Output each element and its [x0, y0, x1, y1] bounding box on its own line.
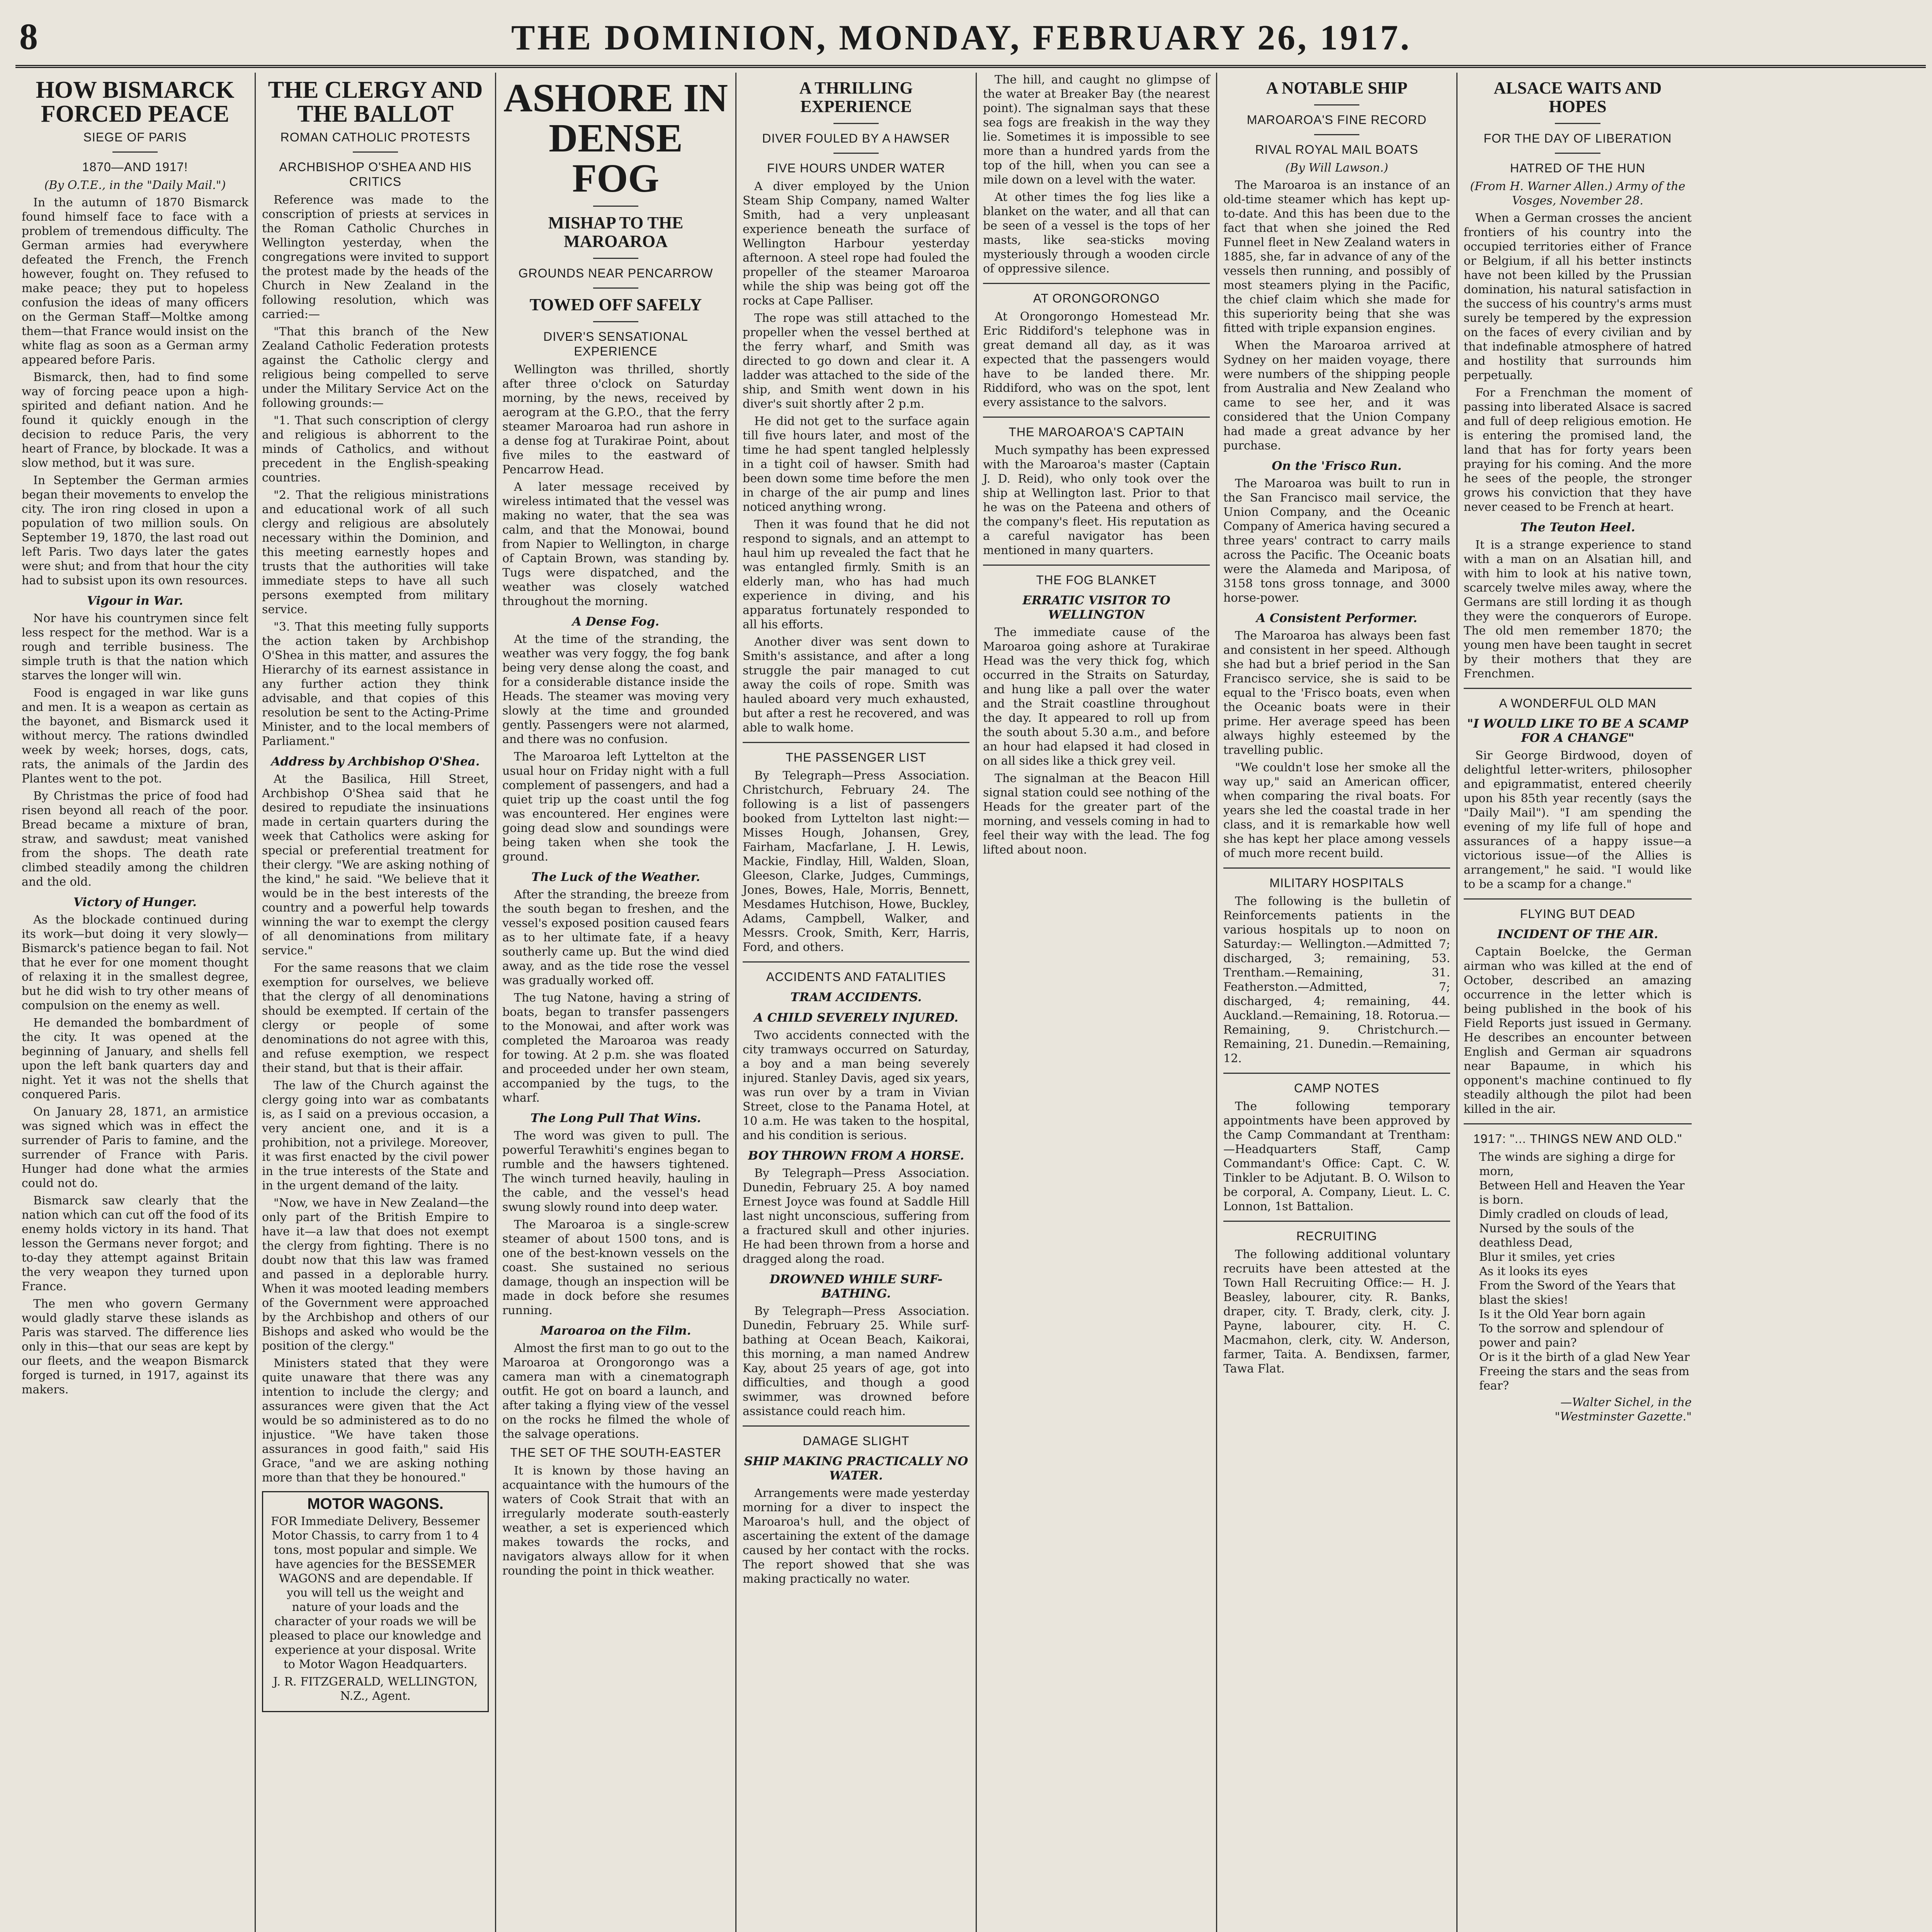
subhead: FIVE HOURS UNDER WATER	[767, 161, 946, 175]
paragraph: Much sympathy has been expressed with the Maroaroa's master (Captain J. D. Reid), who only took over the ship at Wellington last. Prior to that he was on the Pateena and others of the company's fleet. His reputation as a careful navigator has been mentioned in many quarters.	[983, 444, 1210, 557]
section-heading: Maroaroa on the Film.	[540, 1324, 691, 1338]
page-number: 8	[19, 16, 38, 57]
column-6	[1217, 73, 1458, 1932]
poem-line: The winds are sighing a dirge for morn,	[1479, 1150, 1675, 1178]
paragraph: The signalman at the Beacon Hill signal station could see nothing of the Heads for the greater part of the morning, and vessels coming in had to feel their way with the lead. The fog lifted about noon.	[983, 772, 1210, 857]
section-heading: BOY THROWN FROM A HORSE.	[748, 1149, 964, 1163]
paragraph: Bismarck saw clearly that the nation which can cut off the food of its enemy holds victory in its hand. That lesson the Germans never forgot; and to-day they attempt against Britain the very weapon they turned upon France.	[22, 1194, 248, 1293]
subhead: 1870—AND 1917!	[82, 160, 188, 174]
divider	[983, 283, 1210, 284]
headline: A NOTABLE SHIP	[1266, 78, 1408, 97]
divider	[1223, 1221, 1450, 1222]
poem-line: As it looks its eyes	[1479, 1265, 1588, 1278]
section-heading: THE SET OF THE SOUTH-EASTER	[510, 1446, 721, 1459]
divider	[593, 206, 638, 207]
advert-body: FOR Immediate Delivery, Bessemer Motor Chassis, to carry from 1 to 4 tons, most popular and simple. We have agencies for the BESSEMER WAGONS and are dependable. If you will tell us the weight and nature of your loads and the character of your roads we will be pleased to place our knowledge and experience at your disposal. Write to Motor Wagon Headquarters.	[269, 1515, 481, 1671]
divider	[112, 151, 158, 153]
advert-heading: MOTOR WAGONS.	[307, 1495, 444, 1512]
paragraph: Another diver was sent down to Smith's assistance, and after a long struggle the pair managed to cut away the coils of rope. Smith was hauled aboard very much exhausted, but after a rest he recovered, and was able to walk home.	[743, 635, 969, 735]
paragraph: For a Frenchman the moment of passing into liberated Alsace is sacred and full of deep religious emotion. He is entering the promised land, the land that has for forty years been praying for his coming. And the more he sees of the people, the stronger grows his conviction that they have never ceased to be French at heart.	[1464, 386, 1692, 514]
section-heading: TRAM ACCIDENTS.	[790, 990, 922, 1004]
divider	[983, 417, 1210, 418]
divider	[1464, 1123, 1692, 1124]
paragraph: He demanded the bombardment of the city. It was opened at the beginning of January, and shells fell upon the left bank quarters day and night. Yet it was not the shells that conquered Paris.	[22, 1016, 248, 1101]
paragraph: It is a strange experience to stand with a man on an Alsatian hill, and with him to look at his native town, scarcely twelve miles away, where the Germans are still lording it as though they were the conquerors of Europe. The old men remember 1870; the young men have been taught in secret by their mothers that they are Frenchmen.	[1464, 538, 1692, 680]
poem-line: From the Sword of the Years that blast the skies!	[1479, 1279, 1676, 1307]
paragraph: By Telegraph—Press Association. Dunedin, February 25. A boy named Ernest Joyce was found at Saddle Hill last night unconscious, suffering from a fractured skull and other injuries. He had been thrown from a horse and dragged along the road.	[743, 1167, 969, 1266]
section-heading: DROWNED WHILE SURF-BATHING.	[769, 1272, 943, 1301]
section-heading: SHIP MAKING PRACTICALLY NO WATER.	[744, 1454, 968, 1483]
divider	[1555, 153, 1600, 154]
paragraph: By Telegraph—Press Association. Christchurch, February 24. The following is a list of passengers booked from Lyttelton last night:—Misses Hough, Johansen, Grey, Fairham, Macfarlane, J. H. Lewis, Mackie, Findlay, Hill, Walden, Sloan, Gleeson, Clarke, Judges, Cummings, Jones, Bowes, Hale, Morris, Bennett, Mesdames Hutchison, Howe, Buckley, Adams, Campbell, Walker, and Messrs. Crook, Smith, Kerr, Harris, Ford, and others.	[743, 769, 969, 954]
paragraph: "We couldn't lose her smoke all the way up," said an American officer, when comparing the rival boats. For years she led the coastal trade in her class, and it is remarkable how well she has kept her place among vessels of much more recent build.	[1223, 761, 1450, 860]
section-heading: AT ORONGORONGO	[1033, 291, 1160, 305]
section-heading: DAMAGE SLIGHT	[803, 1434, 910, 1448]
section-heading: The Teuton Heel.	[1520, 520, 1635, 534]
divider	[743, 961, 969, 963]
paragraph: The law of the Church against the clergy going into war as combatants is, as I said on a previous occasion, a very ancient one, and it is a prohibition, not a privilege. Moreover, it was first enacted by the civil power in the true interests of the State and in the urgent demand of the laity.	[262, 1079, 489, 1192]
paragraph: After the stranding, the breeze from the south began to freshen, and the vessel's exposed position caused fears as to her ultimate fate, if a heavy southerly came up. But the wind died away, and as the tide rose the vessel was gradually worked off.	[502, 888, 729, 987]
paragraph: In September the German armies began their movements to envelop the city. The iron ring closed in upon a population of two million souls. On September 19, 1870, the last road out left Paris. Two days later the gates were shut; and from that hour the city had to subsist upon its own resources.	[22, 474, 248, 587]
column-7	[1458, 73, 1698, 1932]
paragraph: The immediate cause of the Maroaroa going ashore at Turakirae Head was the very thick fog, which occurred in the Straits on Saturday, and hung like a pall over the water and the Strait coastline throughout the day. It appeared to roll up from the south about 5.30 a.m., and before an hour had elapsed it had closed in on all sides like a thick grey veil.	[983, 626, 1210, 768]
headline: FLYING BUT DEAD	[1520, 907, 1636, 921]
paragraph: The tug Natone, having a string of boats, began to transfer passengers to the Monowai, and after work was completed the Maroaroa was ready for towing. At 2 p.m. she was floated and proceeded under her own steam, accompanied by the tugs, to the wharf.	[502, 991, 729, 1105]
poem-line: Freeing the stars and the seas from fear?	[1479, 1365, 1690, 1393]
paragraph: A later message received by wireless intimated that the vessel was making no water, that the sea was calm, and that the Monowai, bound from Napier to Wellington, in charge of Captain Brown, was standing by. Tugs were dispatched, and the weather was closely watched throughout the morning.	[502, 480, 729, 608]
column-3	[496, 73, 736, 1932]
paragraph: The following additional voluntary recruits have been attested at the Town Hall Recruiting Office:— H. J. Beasley, labourer, city. R. Banks, draper, city. T. Brady, clerk, city. J. Payne, labourer, city. H. C. Macmahon, clerk, city. W. Anderson, farmer, Taita. A. Bendixsen, farmer, Tawa Flat.	[1223, 1248, 1450, 1376]
poem-line: Between Hell and Heaven the Year is born.	[1479, 1179, 1685, 1207]
paragraph: Arrangements were made yesterday morning for a diver to inspect the Maroaroa's hull, and the object of ascertaining the extent of the damage caused by her contact with the rocks. The report showed that she was making practically no water.	[743, 1486, 969, 1586]
paragraph: Sir George Birdwood, doyen of delightful letter-writers, philosopher and epigrammatist, entered cheerily upon his 85th year recently (says the "Daily Mail"). "I am spending the evening of my life full of hope and assurances of a happy issue—a victorious issue—of the Allies is arrangement," he said. "I would like to be a scamp for a change."	[1464, 749, 1692, 891]
paragraph: As the blockade continued during its work—but doing it very slowly—Bismarck's patience began to fail. Not that he ever for one moment thought of relaxing it in the smallest degree, but he did wish to try other means of compulsion on the enemy as well.	[22, 913, 248, 1012]
section-heading: The Luck of the Weather.	[531, 870, 700, 884]
paragraph: By Telegraph—Press Association. Dunedin, February 25. While surf-bathing at Ocean Beach, Kaikorai, this morning, a man named Andrew Kay, about 25 years of age, got into difficulties, and though a good swimmer, was drowned before assistance could reach him.	[743, 1304, 969, 1418]
divider	[1223, 867, 1450, 869]
column-1	[15, 73, 256, 1932]
paragraph: In the autumn of 1870 Bismarck found himself face to face with a problem of tremendous difficulty. The German armies had everywhere defeated the French, the French however, fought on. They refused to make peace; they put to hopeless confusion the ideas of many officers on the German Staff—Moltke among them—that France would insist on the white flag as soon as a German army appeared before Paris.	[22, 196, 248, 367]
paragraph: The Maroaroa has always been fast and consistent in her speed. Although she had but a brief period in the San Francisco service, she is said to be equal to the 'Frisco boats, even when the Oceanic boats were in their prime. Her average speed has been always highly esteemed by the travelling public.	[1223, 629, 1450, 757]
subhead: TOWED OFF SAFELY	[529, 295, 702, 314]
masthead	[15, 15, 1926, 68]
headline: ASHORE IN DENSE FOG	[503, 76, 728, 201]
subhead: DIVER'S SENSATIONAL EXPERIENCE	[543, 330, 688, 358]
divider	[1314, 104, 1359, 105]
paragraph: The Maroaroa was built to run in the San Francisco mail service, the Union Company, and the Oceanic Company of America having secured a three years' contract to carry mails across the Pacific. The Oceanic boats were the Alameda and Mariposa, of 3158 tons gross tonnage, and 3000 horse-power.	[1223, 477, 1450, 605]
motor-wagons-advert	[262, 1491, 489, 1712]
column-5	[977, 73, 1217, 1932]
divider	[743, 1425, 969, 1427]
paragraph: Then it was found that he did not respond to signals, and an attempt to haul him up revealed the fact that he was entangled firmly. Smith is an elderly man, who has had much experience in diving, and his apparatus fortunately responded to all his efforts.	[743, 518, 969, 631]
divider	[1223, 1073, 1450, 1074]
paragraph: At other times the fog lies like a blanket on the water, and all that can be seen of a vessel is the tops of her masts, like sea-sticks moving mysteriously through a wooden circle of oppressive silence.	[983, 190, 1210, 276]
poem-line: Dimly cradled on clouds of lead,	[1479, 1208, 1669, 1221]
divider	[1464, 898, 1692, 900]
section-heading: RECRUITING	[1296, 1229, 1378, 1243]
section-heading: THE FOG BLANKET	[1036, 573, 1157, 587]
paragraph: Reference was made to the conscription of priests at services in the Roman Catholic Churches in Wellington yesterday, when the congregations were invited to support the protest made by the heads of the Church in New Zealand in the following resolution, which was carried:—	[262, 193, 489, 321]
subhead: SIEGE OF PARIS	[83, 130, 187, 144]
divider	[983, 565, 1210, 566]
paragraph: By Christmas the price of food had risen beyond all reach of the poor. Bread became a mixture of bran, straw, and sawdust; meat vanished from the shops. The death rate climbed steadily among the children and the old.	[22, 789, 248, 889]
paragraph: Captain Boelcke, the German airman who was killed at the end of October, described an amazing occurrence in the letter which is being published in the book of his Field Reports just issued in Germany. He describes an encounter between English and German air squadrons near Bapaume, in which his opponent's machine continued to fly steadily although the pilot had been killed in the air.	[1464, 945, 1692, 1116]
headline: A WONDERFUL OLD MAN	[1499, 696, 1656, 710]
subhead: RIVAL ROYAL MAIL BOATS	[1255, 143, 1418, 156]
section-heading: MILITARY HOSPITALS	[1269, 876, 1404, 890]
section-heading: Vigour in War.	[87, 594, 183, 608]
paragraph: The hill, and caught no glimpse of the water at Breaker Bay (the nearest point). The signalman says that these sea fogs are freakish in the way they lie. Sometimes it is impossible to see more than a hundred yards from the top of the hill, when you can see a mile down on a level with the water.	[983, 73, 1210, 187]
subhead: INCIDENT OF THE AIR.	[1497, 927, 1658, 941]
section-heading: The Long Pull That Wins.	[530, 1111, 701, 1125]
paragraph: The following temporary appointments have been approved by the Camp Commandant at Trentham:—Headquarters Staff, Camp Commandant's Office: Capt. C. W. Tinkler to be Adjutant. B. O. Wilson to be corporal, A. Company, Lieut. L. C. Lonnon, 1st Battalion.	[1223, 1100, 1450, 1213]
poem-line: Nursed by the souls of the deathless Dead,	[1479, 1222, 1634, 1250]
columns	[15, 73, 1926, 1932]
divider	[1314, 134, 1359, 135]
divider	[743, 742, 969, 743]
subhead: MISHAP TO THE MAROAROA	[548, 213, 684, 251]
poem-signature: —Walter Sichel, in the "Westminster Gazette."	[1554, 1396, 1692, 1423]
byline: (From H. Warner Allen.) Army of the Vosges, November 28.	[1470, 180, 1685, 207]
paragraph: The men who govern Germany would gladly starve these islands as Paris was starved. The difference lies only in this—that our seas are kept by our fleets, and the weapon Bismarck forged is turned, in 1917, against its makers.	[22, 1297, 248, 1396]
paragraph: "That this branch of the New Zealand Catholic Federation protests against the Catholic clergy and religious being compelled to serve under the Military Service Act on the following grounds:—	[262, 325, 489, 410]
section-heading: THE PASSENGER LIST	[786, 750, 927, 764]
paragraph: The word was given to pull. The powerful Terawhiti's engines began to rumble and the hawsers tightened. The winch turned heavily, hauling in the cable, and the vessel's head swung slowly round into deep water.	[502, 1129, 729, 1214]
subhead: ARCHBISHOP O'SHEA AND HIS CRITICS	[279, 160, 472, 189]
section-heading: On the 'Frisco Run.	[1272, 459, 1402, 473]
paragraph: Almost the first man to go out to the Maroaroa at Orongorongo was a camera man with a cinematograph outfit. He got on board a launch, and after taking a flying view of the vessel on the rocks he filmed the whole of the salvage operations.	[502, 1342, 729, 1441]
paragraph: A diver employed by the Union Steam Ship Company, named Walter Smith, had a very unpleasant experience beneath the surface of Wellington Harbour yesterday afternoon. A steel rope had fouled the propeller of the steamer Maroaroa while the ship was being got off the rocks at Cape Palliser.	[743, 180, 969, 308]
paragraph: When a German crosses the ancient frontiers of his country into the occupied territories either of France or Belgium, if all his better instincts have not been killed by the Prussian domination, his natural satisfaction in the success of his country's arms must surely be tempered by the expression on the faces of every civilian and by that indefinable atmosphere of hatred and hostility that surrounds him perpetually.	[1464, 211, 1692, 382]
divider	[353, 151, 398, 153]
paragraph: Food is engaged in war like guns and men. It is a weapon as certain as the bayonet, and Bismarck used it without mercy. The rations dwindled week by week; horses, dogs, cats, rats, the animals of the Jardin des Plantes went to the pot.	[22, 686, 248, 786]
section-heading: Address by Archbishop O'Shea.	[271, 755, 480, 769]
paragraph: "3. That this meeting fully supports the action taken by Archbishop O'Shea in this matter, and assures the Hierarchy of its earnest assistance in any further action they think advisable, and that copies of this resolution be sent to the Acting-Prime Minister, and to the local members of Parliament."	[262, 620, 489, 748]
divider	[593, 321, 638, 322]
divider	[1555, 123, 1600, 124]
section-heading: CAMP NOTES	[1294, 1081, 1379, 1095]
paragraph: At the Basilica, Hill Street, Archbishop O'Shea said that he desired to repudiate the insinuations made in certain quarters during the week that Catholics were asking for special or preferential treatment for their clergy. "We are asking nothing of the kind," he said. "We believe that it would be in the best interests of the country and a powerful help towards winning the war to exempt the clergy of all denominations from military service."	[262, 772, 489, 957]
section-heading: THE MAROAROA'S CAPTAIN	[1009, 425, 1184, 439]
subhead: MAROAROA'S FINE RECORD	[1247, 113, 1427, 127]
paragraph: "1. That such conscription of clergy and religious is abhorrent to the minds of Catholics, and without precedent in the English-speaking countries.	[262, 414, 489, 485]
subhead: FOR THE DAY OF LIBERATION	[1483, 131, 1672, 145]
divider	[1464, 688, 1692, 689]
divider	[593, 287, 638, 289]
paragraph: At the time of the stranding, the weather was very foggy, the fog bank being very dense along the coast, and for a considerable distance inside the Heads. The steamer was moving very slowly at the time and grounded gently. Passengers were not alarmed, and there was no confusion.	[502, 633, 729, 746]
poem-line: Or is it the birth of a glad New Year	[1479, 1350, 1690, 1364]
paragraph: Ministers stated that they were quite unaware that there was any intention to include the clergy; and assurances were given that the Act would be so administered as to do no injustice. "We have taken those assurances in good faith," said His Grace, "and we are asking nothing more than that they be honoured."	[262, 1357, 489, 1485]
section-heading: A Consistent Performer.	[1256, 611, 1417, 625]
paragraph: Wellington was thrilled, shortly after three o'clock on Saturday morning, by the news, received by aerogram at the G.P.O., that the ferry steamer Maroaroa had run ashore in a dense fog at Turakirae Point, about five miles to the eastward of Pencarrow Head.	[502, 363, 729, 476]
section-heading: A CHILD SEVERELY INJURED.	[753, 1011, 959, 1025]
paragraph: The Maroaroa is a single-screw steamer of about 1500 tons, and is one of the best-known vessels on the coast. She sustained no serious damage, though an inspection will be made in dock before she resumes running.	[502, 1218, 729, 1317]
subhead: "I WOULD LIKE TO BE A SCAMP FOR A CHANGE"	[1467, 717, 1689, 745]
byline: (By Will Lawson.)	[1285, 161, 1388, 175]
poem-title: 1917: "... THINGS NEW AND OLD."	[1473, 1132, 1682, 1146]
paragraph: For the same reasons that we claim exemption for ourselves, we believe that the clergy of all denominations should be exempted. If certain of the clergy or people of some denominations do not agree with this, and refuse exemption, we respect their stand, but that is their affair.	[262, 961, 489, 1075]
section-heading: ACCIDENTS AND FATALITIES	[766, 970, 946, 984]
paragraph: Two accidents connected with the city tramways occurred on Saturday, a boy and a man being severely injured. Stanley Davis, aged six years, was run over by a tram in Vivian Street, close to the Panama Hotel, at 10 a.m. He was taken to the hospital, and his condition is serious.	[743, 1029, 969, 1142]
divider	[593, 258, 638, 259]
poem-line: To the sorrow and splendour of power and pain?	[1479, 1322, 1663, 1350]
byline: (By O.T.E., in the "Daily Mail.")	[44, 179, 226, 192]
poem	[1464, 1150, 1692, 1424]
section-heading: ERRATIC VISITOR TO WELLINGTON	[1022, 594, 1170, 622]
headline: THE CLERGY AND THE BALLOT	[268, 77, 483, 127]
paragraph: Nor have his countrymen since felt less respect for the method. War is a rough and terrible business. The simple truth is that the nation which starves the longer will win.	[22, 612, 248, 682]
paragraph: At Orongorongo Homestead Mr. Eric Riddiford's telephone was in great demand all day, as it was expected that the passengers would have to be landed there. Mr. Riddiford, who was on the spot, lent every assistance to the salvors.	[983, 310, 1210, 409]
headline: ALSACE WAITS AND HOPES	[1493, 78, 1662, 116]
advert-signature: J. R. FITZGERALD, WELLINGTON, N.Z., Agent.	[273, 1675, 478, 1703]
poem-line: Blur it smiles, yet cries	[1479, 1250, 1615, 1264]
paragraph: He did not get to the surface again till five hours later, and most of the time he had spent tangled helplessly in a tight coil of hawser. Smith had been down some time before the men in charge of the air pump and lines noticed anything wrong.	[743, 415, 969, 514]
divider	[833, 153, 879, 154]
subhead: HATRED OF THE HUN	[1510, 161, 1646, 175]
paragraph: "2. That the religious ministrations and educational work of all such clergy and religious are absolutely necessary within the Dominion, and this meeting earnestly hopes and trusts that the authorities will take immediate steps to have all such persons exempted from military service.	[262, 488, 489, 616]
divider	[833, 123, 879, 124]
paragraph: The Maroaroa is an instance of an old-time steamer which has kept up-to-date. And this has been due to the fact that when she joined the Red Funnel fleet in New Zealand waters in 1885, she, far in advance of any of the vessels then running, and possibly of most steamers plying in the Pacific, the chief claim which she made for this superiority being that she was fitted with triple expansion engines.	[1223, 179, 1450, 335]
paragraph: Bismarck, then, had to find some way of forcing peace upon a high-spirited and defiant nation. And he found it quickly enough in the decision to reduce Paris, the very heart of France, by blockade. It was a slow method, but it was sure.	[22, 371, 248, 470]
newspaper-title: THE DOMINION, MONDAY, FEBRUARY 26, 1917.	[511, 18, 1412, 57]
section-heading: Victory of Hunger.	[73, 895, 197, 909]
paragraph: "Now, we have in New Zealand—the only part of the British Empire to have it—a law that does not exempt the clergy from fighting. There is no doubt now that this law was framed and passed in a deplorable hurry. When it was mooted leading members of the Government were approached by the Archbishop and others of our Bishops and asked who would be the position of the clergy."	[262, 1196, 489, 1353]
column-4	[736, 73, 977, 1932]
paragraph: The following is the bulletin of Reinforcements patients in the various hospitals up to noon on Saturday:— Wellington.—Admitted 7; discharged, 3; remaining, 53. Trentham.—Remaining, 31. Featherston.—Admitted, 7; discharged, 4; remaining, 44. Auckland.—Remaining, 18. Rotorua.—Remaining, 9. Christchurch.—Remaining, 21. Dunedin.—Remaining, 12.	[1223, 895, 1450, 1065]
headline: A THRILLING EXPERIENCE	[799, 78, 913, 116]
subhead: GROUNDS NEAR PENCARROW	[518, 266, 713, 280]
paragraph: It is known by those having an acquaintance with the humours of the waters of Cook Strait that with an irregularly moderate south-easterly weather, a set is experienced which makes towards the rocks, and navigators always allow for it when rounding the point in thick weather.	[502, 1464, 729, 1578]
paragraph: On January 28, 1871, an armistice was signed which was in effect the surrender of Paris to famine, and the surrender of France with Paris. Hunger had done what the armies could not do.	[22, 1105, 248, 1190]
column-2	[256, 73, 496, 1932]
paragraph: The Maroaroa left Lyttelton at the usual hour on Friday night with a full complement of passengers, and had a quiet trip up the coast until the fog was encountered. Her engines were going dead slow and soundings were being taken when she took the ground.	[502, 750, 729, 864]
subhead: ROMAN CATHOLIC PROTESTS	[280, 130, 471, 144]
paragraph: When the Maroaroa arrived at Sydney on her maiden voyage, there were numbers of the shipping people from Australia and New Zealand who came to see her, and it was considered that the Union Company had made a great advance by her purchase.	[1223, 339, 1450, 452]
section-heading: A Dense Fog.	[572, 615, 660, 629]
subhead: DIVER FOULED BY A HAWSER	[762, 131, 950, 145]
headline: HOW BISMARCK FORCED PEACE	[36, 77, 235, 127]
paragraph: The rope was still attached to the propeller when the vessel berthed at the ferry wharf, and Smith was directed to go down and clear it. A ladder was attached to the side of the ship, and Smith went down in his diver's suit shortly after 2 p.m.	[743, 311, 969, 411]
poem-line: Is it the Old Year born again	[1479, 1308, 1646, 1321]
